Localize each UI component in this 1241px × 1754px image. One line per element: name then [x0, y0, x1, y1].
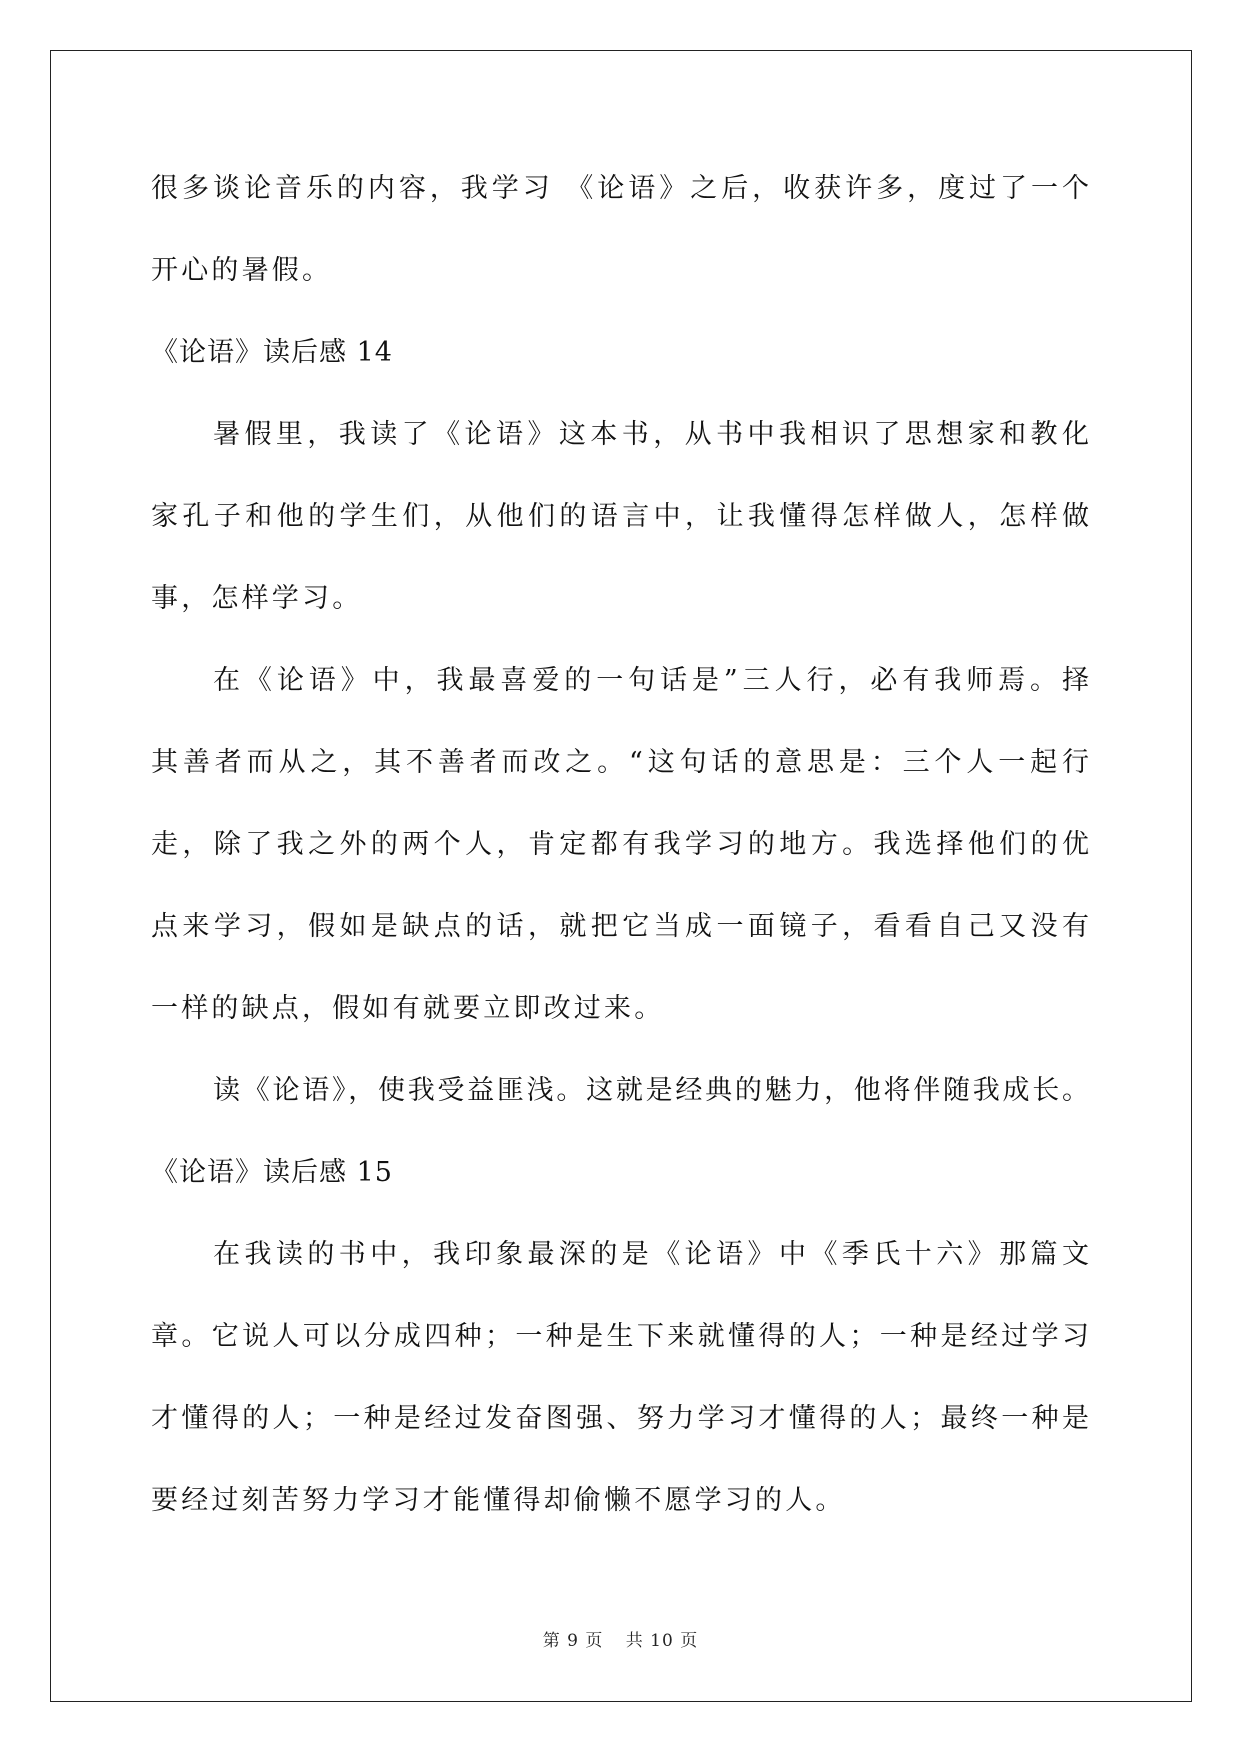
paragraph-line: 一样的缺点，假如有就要立即改过来。	[151, 993, 665, 1024]
paragraph-line: 家孔子和他的学生们，从他们的语言中，让我懂得怎样做人，怎样做	[151, 501, 1089, 532]
paragraph-line: 暑假里，我读了《论语》这本书，从书中我相识了思想家和教化	[213, 419, 1089, 450]
paragraph-line: 章。它说人可以分成四种；一种是生下来就懂得的人；一种是经过学习	[151, 1321, 1089, 1352]
paragraph-line: 事，怎样学习。	[151, 583, 363, 614]
paragraph-line: 开心的暑假。	[151, 255, 333, 286]
essay-heading: 《论语》读后感 14	[151, 337, 393, 368]
paragraph-line: 走，除了我之外的两个人，肯定都有我学习的地方。我选择他们的优	[151, 829, 1089, 860]
paragraph-line: 很多谈论音乐的内容，我学习 《论语》之后，收获许多，度过了一个	[151, 173, 1089, 204]
paragraph-line: 才懂得的人；一种是经过发奋图强、努力学习才懂得的人；最终一种是	[151, 1403, 1089, 1434]
paragraph-line: 读《论语》，使我受益匪浅。这就是经典的魅力，他将伴随我成长。	[213, 1075, 1089, 1106]
essay-heading: 《论语》读后感 15	[151, 1157, 393, 1188]
page-footer	[0, 1626, 1241, 1651]
paragraph-line: 在《论语》中，我最喜爱的一句话是”三人行，必有我师焉。择	[213, 665, 1089, 696]
page-number: 第 9 页	[542, 1631, 604, 1651]
paragraph-line: 在我读的书中，我印象最深的是《论语》中《季氏十六》那篇文	[213, 1239, 1089, 1270]
document-body	[151, 148, 1089, 1542]
page-total: 共 10 页	[625, 1631, 699, 1651]
paragraph-line: 点来学习，假如是缺点的话，就把它当成一面镜子，看看自己又没有	[151, 911, 1089, 942]
paragraph-line: 其善者而从之，其不善者而改之。“这句话的意思是：三个人一起行	[151, 747, 1089, 778]
paragraph-line: 要经过刻苦努力学习才能懂得却偷懒不愿学习的人。	[151, 1485, 846, 1516]
